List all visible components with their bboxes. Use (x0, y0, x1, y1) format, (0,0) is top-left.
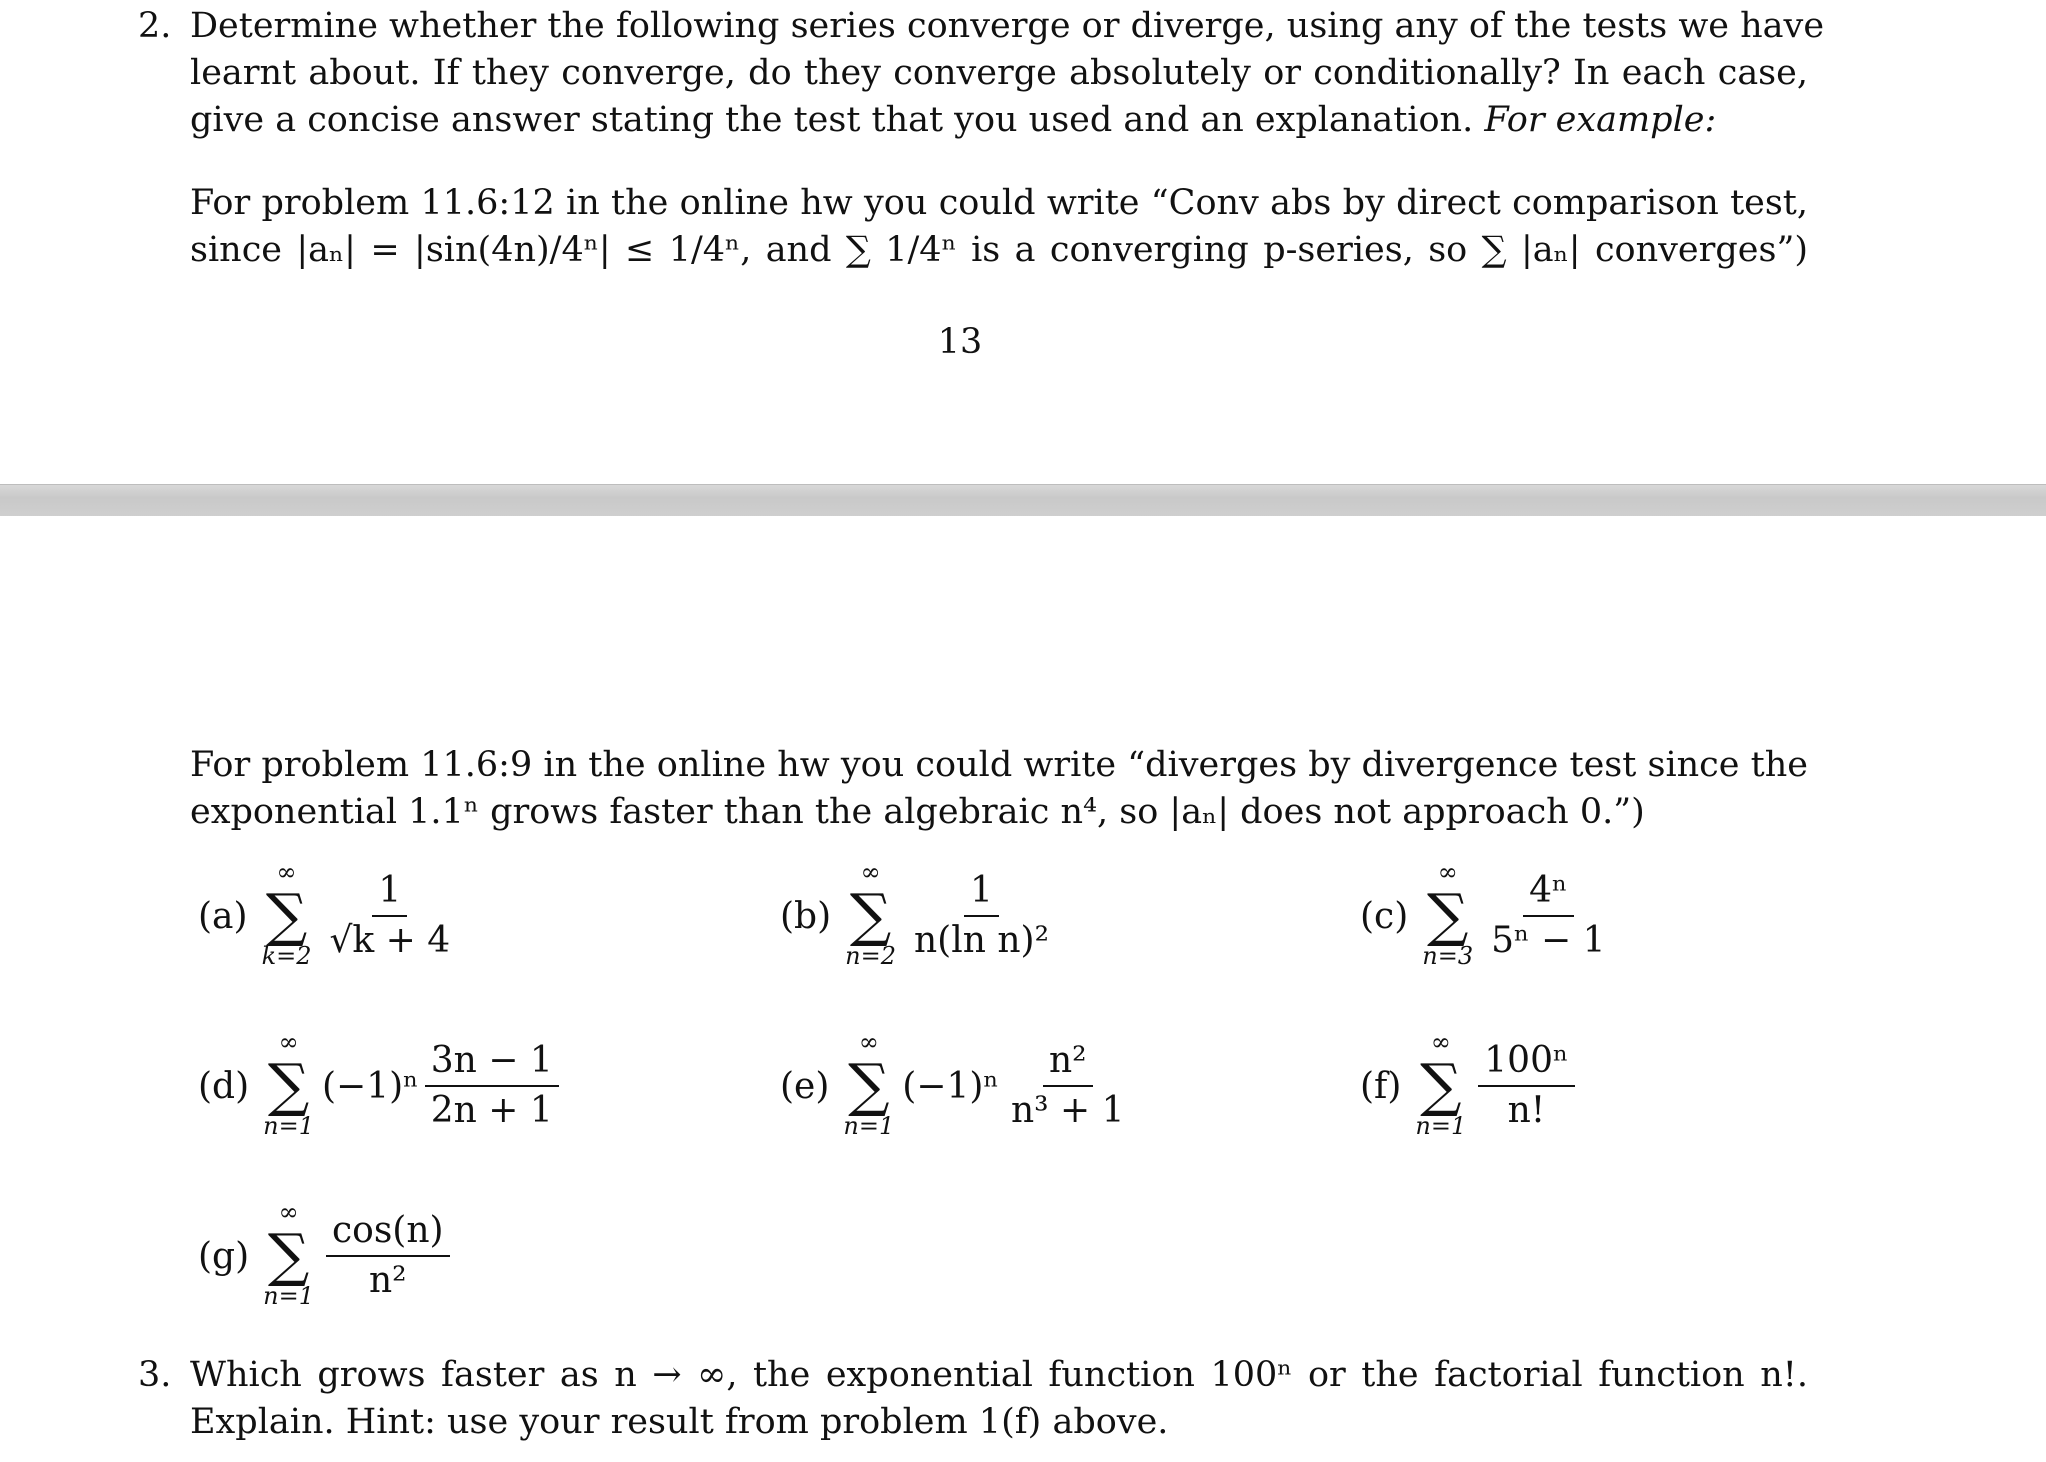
part-d-sum (263, 1030, 314, 1142)
example-2 (190, 742, 1808, 836)
part-g-denominator: n² (368, 1260, 407, 1301)
sigma-icon: ∑ (267, 1221, 310, 1289)
part-c-denominator: 5ⁿ − 1 (1491, 920, 1606, 961)
page-separator (0, 484, 2046, 518)
part-e-upper-limit: ∞ (858, 1028, 879, 1056)
part-a (198, 860, 456, 972)
part-d-fraction (425, 1041, 559, 1131)
part-e-fraction (1005, 1041, 1131, 1131)
part-a-sum (262, 860, 312, 972)
part-b-upper-limit: ∞ (860, 858, 881, 886)
part-d-label: (d) (198, 1065, 250, 1107)
page-bottom (0, 516, 2046, 1462)
part-f-denominator: n! (1507, 1090, 1546, 1131)
problem-3-line-2: Explain. Hint: use your result from problem 1(f) above. (190, 1402, 1169, 1442)
part-a-lower-limit: k=2 (261, 942, 312, 970)
part-g-sum (263, 1200, 314, 1312)
part-d-numerator: 3n − 1 (425, 1041, 559, 1087)
part-a-label: (a) (198, 895, 248, 937)
part-g-numerator: cos(n) (326, 1211, 450, 1257)
part-c-upper-limit: ∞ (1437, 858, 1458, 886)
part-e-denominator: n³ + 1 (1010, 1090, 1125, 1131)
part-c-fraction (1485, 871, 1611, 961)
part-c-label: (c) (1360, 895, 1409, 937)
part-a-upper-limit: ∞ (276, 858, 297, 886)
sigma-icon: ∑ (848, 1051, 890, 1119)
part-a-fraction (323, 871, 456, 961)
part-g-lower-limit: n=1 (263, 1282, 314, 1310)
part-b-fraction (908, 871, 1055, 961)
part-f-fraction (1478, 1041, 1574, 1131)
part-e-numerator: n² (1043, 1041, 1093, 1087)
part-b-lower-limit: n=2 (845, 942, 896, 970)
problem-3 (190, 1352, 1808, 1446)
problem-2-intro (190, 3, 1825, 144)
part-d (198, 1030, 559, 1142)
sigma-icon: ∑ (849, 881, 892, 949)
example-2-line-2: exponential 1.1ⁿ grows faster than the algebraic n⁴, so |aₙ| does not approach 0.”) (190, 792, 1645, 832)
problem-3-number: 3. (138, 1355, 172, 1395)
problem-2-intro-line-3-text: give a concise answer stating the test that you used and an explanation. (190, 100, 1474, 140)
problem-2-intro-line-1: Determine whether the following series converge or diverge, using any of the tests we have (190, 6, 1825, 46)
part-e-prefix: (−1)ⁿ (902, 1065, 999, 1107)
part-g (198, 1200, 450, 1312)
part-b-sum (845, 860, 896, 972)
example-1-line-1: For problem 11.6:12 in the online hw you could write “Conv abs by direct comparison test, (190, 183, 1808, 223)
problem-3-line-1: Which grows faster as n → ∞, the exponential function 100ⁿ or the factorial function n!. (190, 1355, 1808, 1395)
part-d-lower-limit: n=1 (263, 1112, 314, 1140)
part-c-sum (1422, 860, 1473, 972)
for-example-label: For example: (1484, 100, 1717, 140)
part-b-denominator: n(ln n)² (913, 920, 1050, 961)
problem-2-number: 2. (138, 6, 172, 46)
part-b-numerator: 1 (964, 871, 999, 917)
problem-2-intro-line-3 (190, 97, 1808, 144)
part-f-numerator: 100ⁿ (1478, 1041, 1574, 1087)
problem-2-intro-line-2: learnt about. If they converge, do they converge absolutely or conditionally? In each case, (190, 53, 1808, 93)
part-f-upper-limit: ∞ (1430, 1028, 1451, 1056)
part-e-label: (e) (780, 1065, 830, 1107)
part-a-numerator: 1 (372, 871, 407, 917)
part-c (1360, 860, 1612, 972)
part-g-upper-limit: ∞ (278, 1198, 299, 1226)
part-b-label: (b) (780, 895, 832, 937)
part-a-denominator: √k + 4 (329, 920, 451, 961)
sigma-icon: ∑ (265, 881, 308, 949)
part-c-lower-limit: n=3 (1422, 942, 1474, 970)
example-2-line-1: For problem 11.6:9 in the online hw you could write “diverges by divergence test since the (190, 745, 1808, 785)
part-f-lower-limit: n=1 (1415, 1112, 1467, 1140)
part-f-sum (1415, 1030, 1466, 1142)
part-b (780, 860, 1055, 972)
sigma-icon: ∑ (267, 1051, 310, 1119)
part-e (780, 1030, 1131, 1142)
sigma-icon: ∑ (1426, 881, 1469, 949)
page-top (0, 0, 2046, 484)
part-g-fraction (326, 1211, 450, 1301)
part-d-denominator: 2n + 1 (430, 1090, 553, 1131)
part-f-label: (f) (1360, 1065, 1402, 1107)
part-c-numerator: 4ⁿ (1523, 871, 1573, 917)
part-d-prefix: (−1)ⁿ (321, 1065, 419, 1107)
sigma-icon: ∑ (1420, 1051, 1462, 1119)
part-g-label: (g) (198, 1235, 250, 1277)
page-number: 13 (937, 322, 983, 362)
part-d-upper-limit: ∞ (278, 1028, 299, 1056)
part-e-sum (843, 1030, 894, 1142)
part-e-lower-limit: n=1 (843, 1112, 895, 1140)
part-f (1360, 1030, 1575, 1142)
example-1-line-2: since |aₙ| = |sin(4n)/4ⁿ| ≤ 1/4ⁿ, and ∑ 1/4ⁿ is a converging p-series, so ∑ |aₙ| converges”) (190, 230, 1808, 270)
example-1 (190, 180, 1808, 274)
